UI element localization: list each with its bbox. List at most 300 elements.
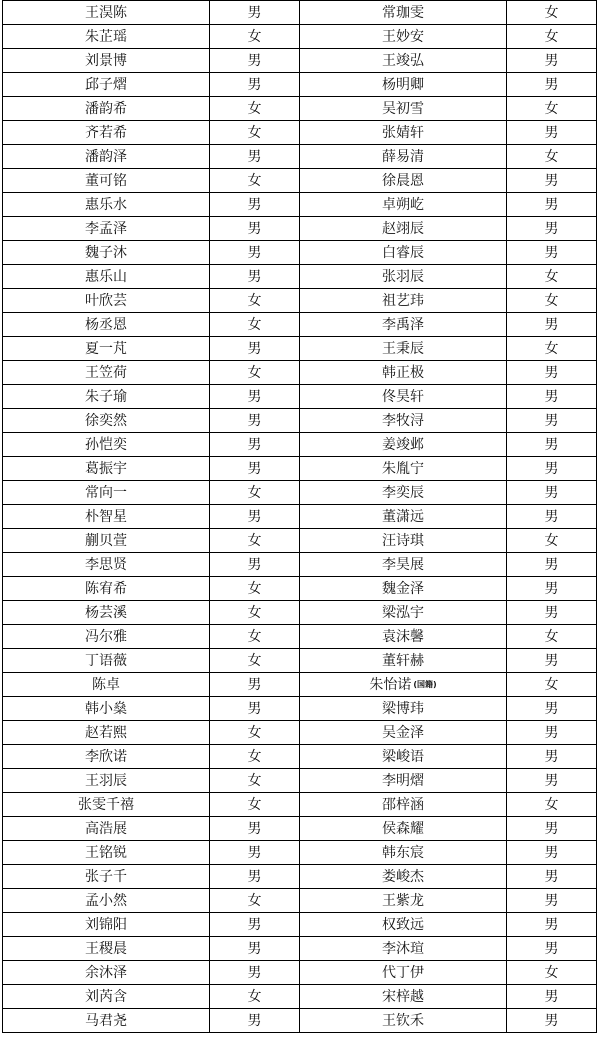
gender-cell-text: 男 (247, 556, 262, 573)
student-name-cell-text: 魏子沐 (85, 244, 127, 261)
table-row (3, 289, 597, 313)
student-name-cell (300, 433, 507, 457)
student-name-cell-text: 李牧浔 (382, 412, 424, 429)
gender-cell-text: 男 (544, 76, 559, 93)
gender-cell (210, 145, 300, 169)
student-name-cell-text: 李禹泽 (382, 316, 424, 333)
student-name-cell (300, 73, 507, 97)
gender-cell (507, 1009, 597, 1033)
student-name-cell-text: 韩正极 (382, 364, 424, 381)
gender-cell-text: 女 (544, 340, 559, 357)
student-name-cell-text: 惠乐水 (85, 196, 127, 213)
gender-cell (210, 1009, 300, 1033)
gender-cell-text: 女 (544, 100, 559, 117)
student-name-cell-text: 杨明卿 (382, 76, 424, 93)
gender-cell (507, 457, 597, 481)
gender-cell (210, 721, 300, 745)
gender-cell (210, 553, 300, 577)
student-name-cell-text: 邵梓涵 (382, 796, 424, 813)
name-annotation: (国籍) (413, 679, 437, 689)
student-name-cell (300, 721, 507, 745)
table-row (3, 97, 597, 121)
gender-cell-text: 女 (247, 124, 262, 141)
student-name-cell (3, 697, 210, 721)
student-name-cell (300, 937, 507, 961)
gender-cell (507, 577, 597, 601)
table-row (3, 241, 597, 265)
table-row (3, 601, 597, 625)
gender-cell-text: 女 (247, 292, 262, 309)
student-name-cell (3, 889, 210, 913)
gender-cell (507, 289, 597, 313)
gender-cell-text: 女 (247, 652, 262, 669)
student-name-cell (3, 121, 210, 145)
student-name-cell (3, 25, 210, 49)
student-name-cell-text: 朱怡诺 (369, 676, 412, 693)
gender-cell-text: 女 (247, 724, 262, 741)
gender-cell (210, 601, 300, 625)
gender-cell-text: 女 (247, 100, 262, 117)
student-name-cell (300, 49, 507, 73)
student-name-cell-text: 赵翊辰 (382, 220, 424, 237)
student-name-cell-text: 宋梓越 (382, 988, 424, 1005)
gender-cell-text: 女 (247, 796, 262, 813)
student-name-cell-text: 王铭锐 (85, 844, 127, 861)
gender-cell-text: 女 (544, 628, 559, 645)
table-row (3, 625, 597, 649)
gender-cell-text: 男 (247, 196, 262, 213)
student-name-cell-text: 张婧轩 (382, 124, 424, 141)
gender-cell (507, 505, 597, 529)
gender-cell-text: 女 (544, 964, 559, 981)
gender-cell-text: 男 (544, 244, 559, 261)
gender-cell (210, 241, 300, 265)
student-name-cell (3, 745, 210, 769)
table-row (3, 769, 597, 793)
student-name-cell (3, 601, 210, 625)
gender-cell (210, 289, 300, 313)
gender-cell (507, 121, 597, 145)
student-name-cell-text: 刘芮含 (85, 988, 127, 1005)
table-row (3, 577, 597, 601)
student-name-cell (3, 505, 210, 529)
student-name-cell (3, 217, 210, 241)
student-name-cell-text: 刘锦阳 (85, 916, 127, 933)
gender-cell (507, 745, 597, 769)
gender-cell (507, 985, 597, 1009)
student-name-cell-text: 夏一芃 (85, 340, 127, 357)
gender-cell (507, 601, 597, 625)
student-name-cell-text: 陈宥希 (85, 580, 127, 597)
student-name-cell-text: 孙恺奕 (85, 436, 127, 453)
gender-cell (210, 961, 300, 985)
student-name-cell-text: 丁语薇 (85, 652, 127, 669)
student-name-cell-text: 孟小然 (85, 892, 127, 909)
gender-cell (507, 193, 597, 217)
table-row (3, 121, 597, 145)
gender-cell (210, 169, 300, 193)
student-name-cell (300, 505, 507, 529)
student-name-cell (3, 865, 210, 889)
student-name-cell (300, 481, 507, 505)
student-name-cell (300, 769, 507, 793)
gender-cell-text: 男 (247, 52, 262, 69)
student-name-cell-text: 魏金泽 (382, 580, 424, 597)
gender-cell-text: 男 (544, 412, 559, 429)
gender-cell-text: 女 (544, 28, 559, 45)
student-name-cell (3, 1, 210, 25)
gender-cell (210, 193, 300, 217)
student-name-cell (3, 937, 210, 961)
gender-cell (507, 649, 597, 673)
student-name-cell-text: 卓朔屹 (382, 196, 424, 213)
table-row (3, 313, 597, 337)
student-name-cell-text: 杨丞恩 (85, 316, 127, 333)
gender-cell (507, 913, 597, 937)
table-row (3, 937, 597, 961)
student-name-cell (3, 385, 210, 409)
student-name-cell-text: 常向一 (85, 484, 127, 501)
student-name-cell-text: 白睿辰 (382, 244, 424, 261)
student-name-cell (3, 841, 210, 865)
gender-cell-text: 男 (544, 724, 559, 741)
student-name-cell-text: 王紫龙 (382, 892, 424, 909)
gender-cell-text: 男 (247, 220, 262, 237)
gender-cell (507, 169, 597, 193)
gender-cell (507, 553, 597, 577)
gender-cell (507, 361, 597, 385)
gender-cell (507, 433, 597, 457)
student-name-cell-text: 吴金泽 (382, 724, 424, 741)
student-name-cell-text: 冯尔雅 (85, 628, 127, 645)
student-name-cell-text: 张子千 (85, 868, 127, 885)
gender-cell-text: 男 (247, 940, 262, 957)
gender-cell (507, 937, 597, 961)
gender-cell (210, 97, 300, 121)
student-name-cell-text: 董轩赫 (382, 652, 424, 669)
student-name-cell (300, 169, 507, 193)
gender-cell (210, 817, 300, 841)
gender-cell (210, 673, 300, 697)
student-name-cell-text: 王淏陈 (85, 4, 127, 21)
gender-cell (507, 529, 597, 553)
gender-cell (507, 673, 597, 697)
student-name-cell-text: 王秉辰 (382, 340, 424, 357)
student-name-cell-text: 侯森耀 (382, 820, 424, 837)
gender-cell (210, 1, 300, 25)
gender-cell (507, 337, 597, 361)
gender-cell (210, 889, 300, 913)
gender-cell (210, 793, 300, 817)
gender-cell (507, 265, 597, 289)
gender-cell (507, 217, 597, 241)
gender-cell-text: 男 (544, 508, 559, 525)
gender-cell-text: 女 (544, 796, 559, 813)
table-row (3, 1, 597, 25)
table-row (3, 553, 597, 577)
table-row (3, 865, 597, 889)
gender-cell (210, 361, 300, 385)
student-name-cell-text: 姜竣邺 (382, 436, 424, 453)
gender-cell-text: 男 (544, 604, 559, 621)
student-name-cell (3, 361, 210, 385)
gender-cell-text: 男 (247, 244, 262, 261)
table-row (3, 793, 597, 817)
gender-cell (507, 49, 597, 73)
table-row (3, 481, 597, 505)
table-row (3, 673, 597, 697)
gender-cell-text: 男 (247, 268, 262, 285)
gender-cell-text: 男 (544, 556, 559, 573)
student-name-cell-text: 高浩展 (85, 820, 127, 837)
student-name-cell (300, 577, 507, 601)
gender-cell-text: 女 (544, 676, 559, 693)
student-name-cell-text: 余沐泽 (85, 964, 127, 981)
student-name-cell-text: 李孟泽 (85, 220, 127, 237)
gender-cell-text: 男 (544, 220, 559, 237)
gender-cell-text: 女 (544, 148, 559, 165)
gender-cell-text: 男 (247, 436, 262, 453)
gender-cell (507, 73, 597, 97)
student-name-cell-text: 梁泓宇 (382, 604, 424, 621)
table-row (3, 913, 597, 937)
student-name-cell (3, 625, 210, 649)
student-name-cell-text: 王竣弘 (382, 52, 424, 69)
gender-cell-text: 男 (247, 844, 262, 861)
gender-cell-text: 女 (247, 484, 262, 501)
table-row (3, 145, 597, 169)
gender-cell-text: 女 (247, 772, 262, 789)
gender-cell (210, 577, 300, 601)
table-row (3, 193, 597, 217)
student-name-cell (3, 169, 210, 193)
gender-cell (210, 481, 300, 505)
gender-cell-text: 男 (544, 892, 559, 909)
table-row (3, 1009, 597, 1033)
gender-cell-text: 女 (247, 364, 262, 381)
gender-cell-text: 男 (544, 940, 559, 957)
gender-cell (210, 73, 300, 97)
gender-cell (210, 385, 300, 409)
student-name-cell (300, 217, 507, 241)
gender-cell-text: 女 (247, 172, 262, 189)
student-name-cell-text: 邱子熠 (85, 76, 127, 93)
gender-cell-text: 男 (247, 700, 262, 717)
table-row (3, 169, 597, 193)
student-name-cell (3, 97, 210, 121)
gender-cell (507, 241, 597, 265)
gender-cell (210, 49, 300, 73)
gender-cell-text: 男 (544, 124, 559, 141)
student-name-cell-text: 朱子瑜 (85, 388, 127, 405)
table-row (3, 217, 597, 241)
student-name-cell-text: 徐奕然 (85, 412, 127, 429)
gender-cell (210, 745, 300, 769)
student-name-cell (300, 745, 507, 769)
gender-cell (210, 625, 300, 649)
student-name-cell (3, 73, 210, 97)
gender-cell (210, 697, 300, 721)
table-row (3, 745, 597, 769)
table-row (3, 961, 597, 985)
gender-cell (507, 841, 597, 865)
gender-cell-text: 男 (544, 772, 559, 789)
roster-table-body (3, 1, 597, 1033)
student-name-cell-text: 吴初雪 (382, 100, 424, 117)
student-name-cell-text: 王羽辰 (85, 772, 127, 789)
gender-cell-text: 男 (544, 748, 559, 765)
student-name-cell (300, 793, 507, 817)
gender-cell (507, 769, 597, 793)
student-name-cell-text: 惠乐山 (85, 268, 127, 285)
student-name-cell-text: 王钦禾 (382, 1012, 424, 1029)
gender-cell-text: 男 (544, 196, 559, 213)
table-row (3, 25, 597, 49)
student-name-cell (3, 49, 210, 73)
student-name-cell (300, 265, 507, 289)
student-name-cell (3, 457, 210, 481)
student-name-cell (300, 889, 507, 913)
gender-cell-text: 男 (544, 652, 559, 669)
student-name-cell (300, 697, 507, 721)
student-name-cell (3, 193, 210, 217)
gender-cell-text: 男 (247, 508, 262, 525)
student-name-cell (3, 649, 210, 673)
student-name-cell (3, 313, 210, 337)
gender-cell-text: 男 (544, 172, 559, 189)
gender-cell (210, 457, 300, 481)
gender-cell-text: 女 (247, 604, 262, 621)
gender-cell-text: 女 (544, 292, 559, 309)
table-row (3, 721, 597, 745)
gender-cell-text: 女 (247, 532, 262, 549)
student-name-cell (3, 793, 210, 817)
student-name-cell-text: 袁沫馨 (382, 628, 424, 645)
gender-cell (210, 985, 300, 1009)
student-name-cell-text: 潘韵希 (85, 100, 127, 117)
gender-cell-text: 男 (247, 1012, 262, 1029)
gender-cell (210, 409, 300, 433)
gender-cell-text: 男 (247, 868, 262, 885)
student-name-cell (300, 985, 507, 1009)
table-row (3, 841, 597, 865)
gender-cell-text: 女 (544, 268, 559, 285)
gender-cell-text: 男 (544, 484, 559, 501)
student-name-cell (300, 289, 507, 313)
student-name-cell-text: 李思贤 (85, 556, 127, 573)
student-name-cell-text: 梁博玮 (382, 700, 424, 717)
student-name-cell-text: 祖艺玮 (382, 292, 424, 309)
student-name-cell (300, 649, 507, 673)
student-name-cell-text: 王笠荷 (85, 364, 127, 381)
gender-cell (210, 841, 300, 865)
student-name-cell-text: 蒯贝萱 (85, 532, 127, 549)
gender-cell (210, 865, 300, 889)
gender-cell-text: 男 (544, 52, 559, 69)
student-name-cell-text: 薛易清 (382, 148, 424, 165)
gender-cell (210, 505, 300, 529)
gender-cell-text: 女 (544, 532, 559, 549)
student-name-cell (3, 769, 210, 793)
student-name-cell (300, 529, 507, 553)
table-row (3, 697, 597, 721)
gender-cell-text: 男 (544, 868, 559, 885)
student-name-cell-text: 汪诗琪 (382, 532, 424, 549)
student-name-cell-text: 王妙安 (382, 28, 424, 45)
student-name-cell (300, 121, 507, 145)
student-name-cell (300, 457, 507, 481)
gender-cell (507, 481, 597, 505)
table-row (3, 985, 597, 1009)
student-name-cell (3, 265, 210, 289)
gender-cell (507, 1, 597, 25)
table-row (3, 265, 597, 289)
student-name-cell (300, 865, 507, 889)
student-name-cell (3, 481, 210, 505)
student-name-cell-text: 韩小燊 (85, 700, 127, 717)
gender-cell-text: 男 (544, 580, 559, 597)
gender-cell (507, 25, 597, 49)
student-name-cell (300, 1, 507, 25)
gender-cell-text: 男 (544, 820, 559, 837)
student-name-cell (3, 145, 210, 169)
gender-cell-text: 男 (544, 988, 559, 1005)
gender-cell-text: 女 (544, 4, 559, 21)
table-row (3, 649, 597, 673)
student-name-cell (300, 817, 507, 841)
student-name-cell (3, 721, 210, 745)
table-row (3, 337, 597, 361)
gender-cell-text: 男 (544, 316, 559, 333)
student-name-cell-text: 王稷晨 (85, 940, 127, 957)
gender-cell-text: 男 (544, 1012, 559, 1029)
gender-cell-text: 女 (247, 892, 262, 909)
gender-cell-text: 女 (247, 28, 262, 45)
table-row (3, 73, 597, 97)
student-name-cell-text: 李欣诺 (85, 748, 127, 765)
student-name-cell (300, 841, 507, 865)
student-name-cell-text: 董潇远 (382, 508, 424, 525)
gender-cell (210, 649, 300, 673)
gender-cell-text: 男 (247, 388, 262, 405)
student-name-cell (300, 361, 507, 385)
student-name-cell-text: 赵若熙 (85, 724, 127, 741)
gender-cell (507, 313, 597, 337)
student-name-cell (3, 241, 210, 265)
student-name-cell-text: 朴智星 (85, 508, 127, 525)
gender-cell (507, 97, 597, 121)
student-name-cell-text: 徐晨恩 (382, 172, 424, 189)
gender-cell (507, 697, 597, 721)
table-row (3, 889, 597, 913)
gender-cell-text: 男 (544, 364, 559, 381)
student-name-cell (300, 409, 507, 433)
student-name-cell (3, 529, 210, 553)
gender-cell (210, 433, 300, 457)
gender-cell-text: 男 (247, 148, 262, 165)
student-name-cell (300, 553, 507, 577)
student-name-cell-text: 梁峻语 (382, 748, 424, 765)
gender-cell-text: 男 (247, 964, 262, 981)
gender-cell (210, 217, 300, 241)
student-name-cell-text: 潘韵泽 (85, 148, 127, 165)
student-name-cell (3, 673, 210, 697)
gender-cell (507, 889, 597, 913)
gender-cell (210, 265, 300, 289)
student-name-cell-text: 齐若希 (85, 124, 127, 141)
gender-cell-text: 男 (544, 916, 559, 933)
student-name-cell-text: 葛振宇 (85, 460, 127, 477)
